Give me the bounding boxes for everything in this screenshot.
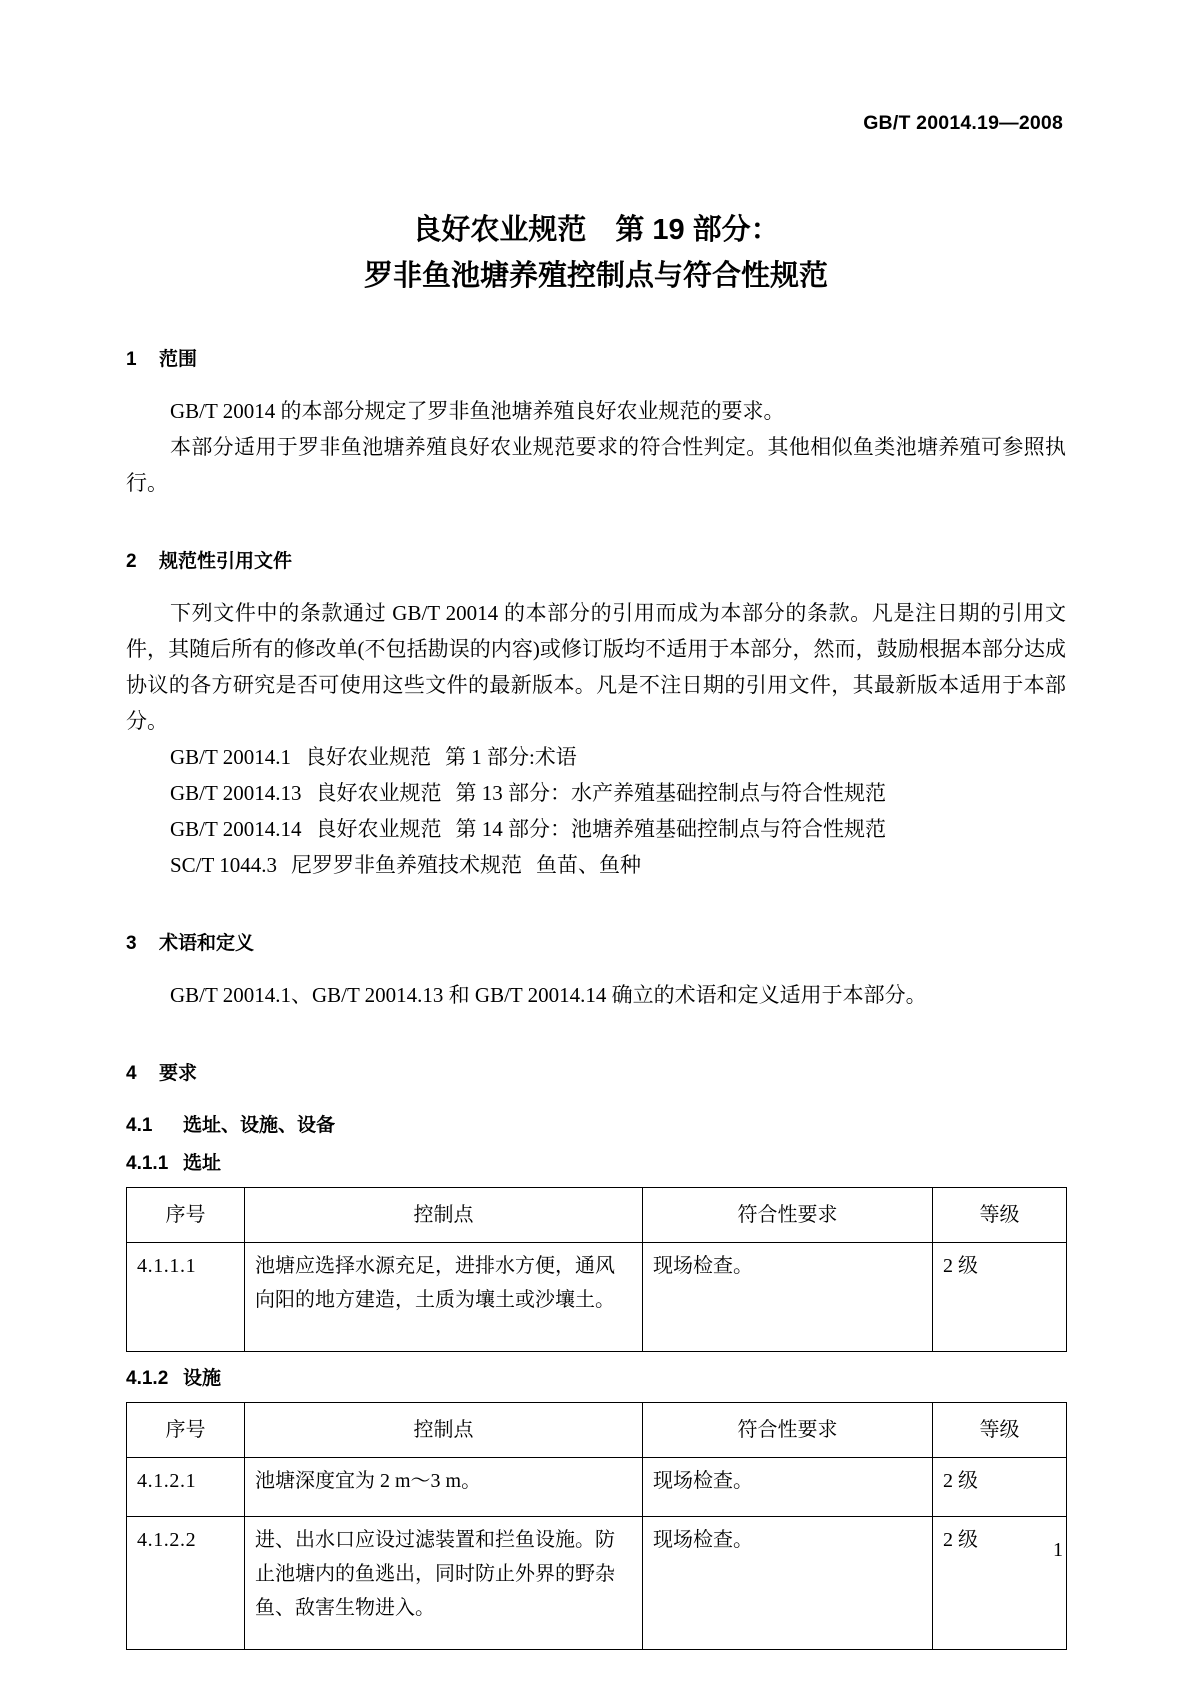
reference-item xyxy=(126,847,1066,883)
reference-code: SC/T 1044.3 xyxy=(170,853,277,877)
reference-title: 良好农业规范 xyxy=(315,817,442,841)
column-header-control-point: 控制点 xyxy=(245,1188,643,1243)
reference-code: GB/T 20014.14 xyxy=(170,817,302,841)
column-header-no: 序号 xyxy=(127,1188,245,1243)
reference-item xyxy=(126,811,1066,847)
cell-requirement: 现场检查。 xyxy=(643,1243,933,1352)
section-heading-site-selection xyxy=(126,1153,1066,1175)
section-heading-site-facility-equipment xyxy=(126,1115,1066,1137)
table-header-row xyxy=(127,1403,1067,1458)
terms-paragraph: GB/T 20014.1、GB/T 20014.13 和 GB/T 20014.14 确立的术语和定义适用于本部分。 xyxy=(170,983,927,1007)
section-heading-terms xyxy=(126,933,1066,955)
reference-part: 第 13 部分：水产养殖基础控制点与符合性规范 xyxy=(455,781,886,805)
reference-part: 第 1 部分:术语 xyxy=(444,745,577,769)
section-heading-normative-references xyxy=(126,551,1066,573)
section-heading-requirements xyxy=(126,1063,1066,1085)
page-number: 1 xyxy=(1053,1539,1063,1561)
section-number-4-1-2: 4.1.2 xyxy=(126,1368,169,1389)
cell-grade: 2 级 xyxy=(933,1517,1067,1650)
cell-grade: 2 级 xyxy=(933,1243,1067,1352)
reference-item xyxy=(126,775,1066,811)
cell-control-point: 池塘应选择水源充足，进排水方便，通风向阳的地方建造，土质为壤土或沙壤土。 xyxy=(245,1243,643,1352)
section-label-4-1-2: 设施 xyxy=(183,1368,222,1389)
section-label-requirements: 要求 xyxy=(159,1063,198,1084)
section-label-terms: 术语和定义 xyxy=(159,933,255,954)
section-number-4-1: 4.1 xyxy=(126,1115,153,1136)
page-title xyxy=(126,185,1066,299)
section-label-4-1-1: 选址 xyxy=(183,1153,222,1174)
cell-requirement: 现场检查。 xyxy=(643,1517,933,1650)
page-title-line-1: 良好农业规范 第 19 部分： xyxy=(412,214,780,246)
table-row xyxy=(127,1243,1067,1352)
control-points-table-site-selection xyxy=(126,1187,1067,1352)
reference-title: 尼罗罗非鱼养殖技术规范 xyxy=(290,853,522,877)
section-label-scope: 范围 xyxy=(159,349,198,370)
reference-title: 良好农业规范 xyxy=(304,745,431,769)
section-label-normative-references: 规范性引用文件 xyxy=(159,551,293,572)
reference-item xyxy=(126,739,1066,775)
table-header-row xyxy=(127,1188,1067,1243)
section-number-normative-references: 2 xyxy=(126,551,137,572)
reference-code: GB/T 20014.1 xyxy=(170,745,291,769)
cell-control-point: 池塘深度宜为 2 m～3 m。 xyxy=(245,1458,643,1517)
control-points-table-facilities xyxy=(126,1402,1067,1650)
section-number-terms: 3 xyxy=(126,933,137,954)
reference-part: 鱼苗、鱼种 xyxy=(535,853,641,877)
table-row xyxy=(127,1517,1067,1650)
cell-control-point: 进、出水口应设过滤装置和拦鱼设施。防止池塘内的鱼逃出，同时防止外界的野杂鱼、敌害生物进入。 xyxy=(245,1517,643,1650)
cell-no: 4.1.1.1 xyxy=(127,1243,245,1352)
page-title-line-2: 罗非鱼池塘养殖控制点与符合性规范 xyxy=(363,260,828,292)
cell-requirement: 现场检查。 xyxy=(643,1458,933,1517)
table-row xyxy=(127,1458,1067,1517)
normative-references-paragraph: 下列文件中的条款通过 GB/T 20014 的本部分的引用而成为本部分的条款。凡是注日期的引用文件，其随后所有的修改单(不包括勘误的内容)或修订版均不适用于本部分，然而，鼓励根据本部分达成协议的各方研究是否可使用这些文件的最新版本。凡是不注日期的引用文件，其最新版本适用于本部分。 xyxy=(126,601,1066,733)
scope-paragraph-2: 本部分适用于罗非鱼池塘养殖良好农业规范要求的符合性判定。其他相似鱼类池塘养殖可参照执行。 xyxy=(126,435,1066,495)
section-label-4-1: 选址、设施、设备 xyxy=(183,1115,336,1136)
cell-no: 4.1.2.2 xyxy=(127,1517,245,1650)
column-header-requirement: 符合性要求 xyxy=(643,1403,933,1458)
reference-code: GB/T 20014.13 xyxy=(170,781,302,805)
running-header-standard-code: GB/T 20014.19—2008 xyxy=(863,112,1063,134)
reference-title: 良好农业规范 xyxy=(315,781,442,805)
section-number-requirements: 4 xyxy=(126,1063,137,1084)
cell-no: 4.1.2.1 xyxy=(127,1458,245,1517)
reference-part: 第 14 部分：池塘养殖基础控制点与符合性规范 xyxy=(455,817,886,841)
section-heading-facilities xyxy=(126,1368,1066,1390)
document-content xyxy=(126,185,1066,1650)
column-header-control-point: 控制点 xyxy=(245,1403,643,1458)
scope-paragraph-1: GB/T 20014 的本部分规定了罗非鱼池塘养殖良好农业规范的要求。 xyxy=(170,399,785,423)
section-heading-scope xyxy=(126,349,1066,371)
column-header-grade: 等级 xyxy=(933,1188,1067,1243)
cell-grade: 2 级 xyxy=(933,1458,1067,1517)
section-number-scope: 1 xyxy=(126,349,137,370)
section-number-4-1-1: 4.1.1 xyxy=(126,1153,169,1174)
column-header-no: 序号 xyxy=(127,1403,245,1458)
column-header-grade: 等级 xyxy=(933,1403,1067,1458)
column-header-requirement: 符合性要求 xyxy=(643,1188,933,1243)
